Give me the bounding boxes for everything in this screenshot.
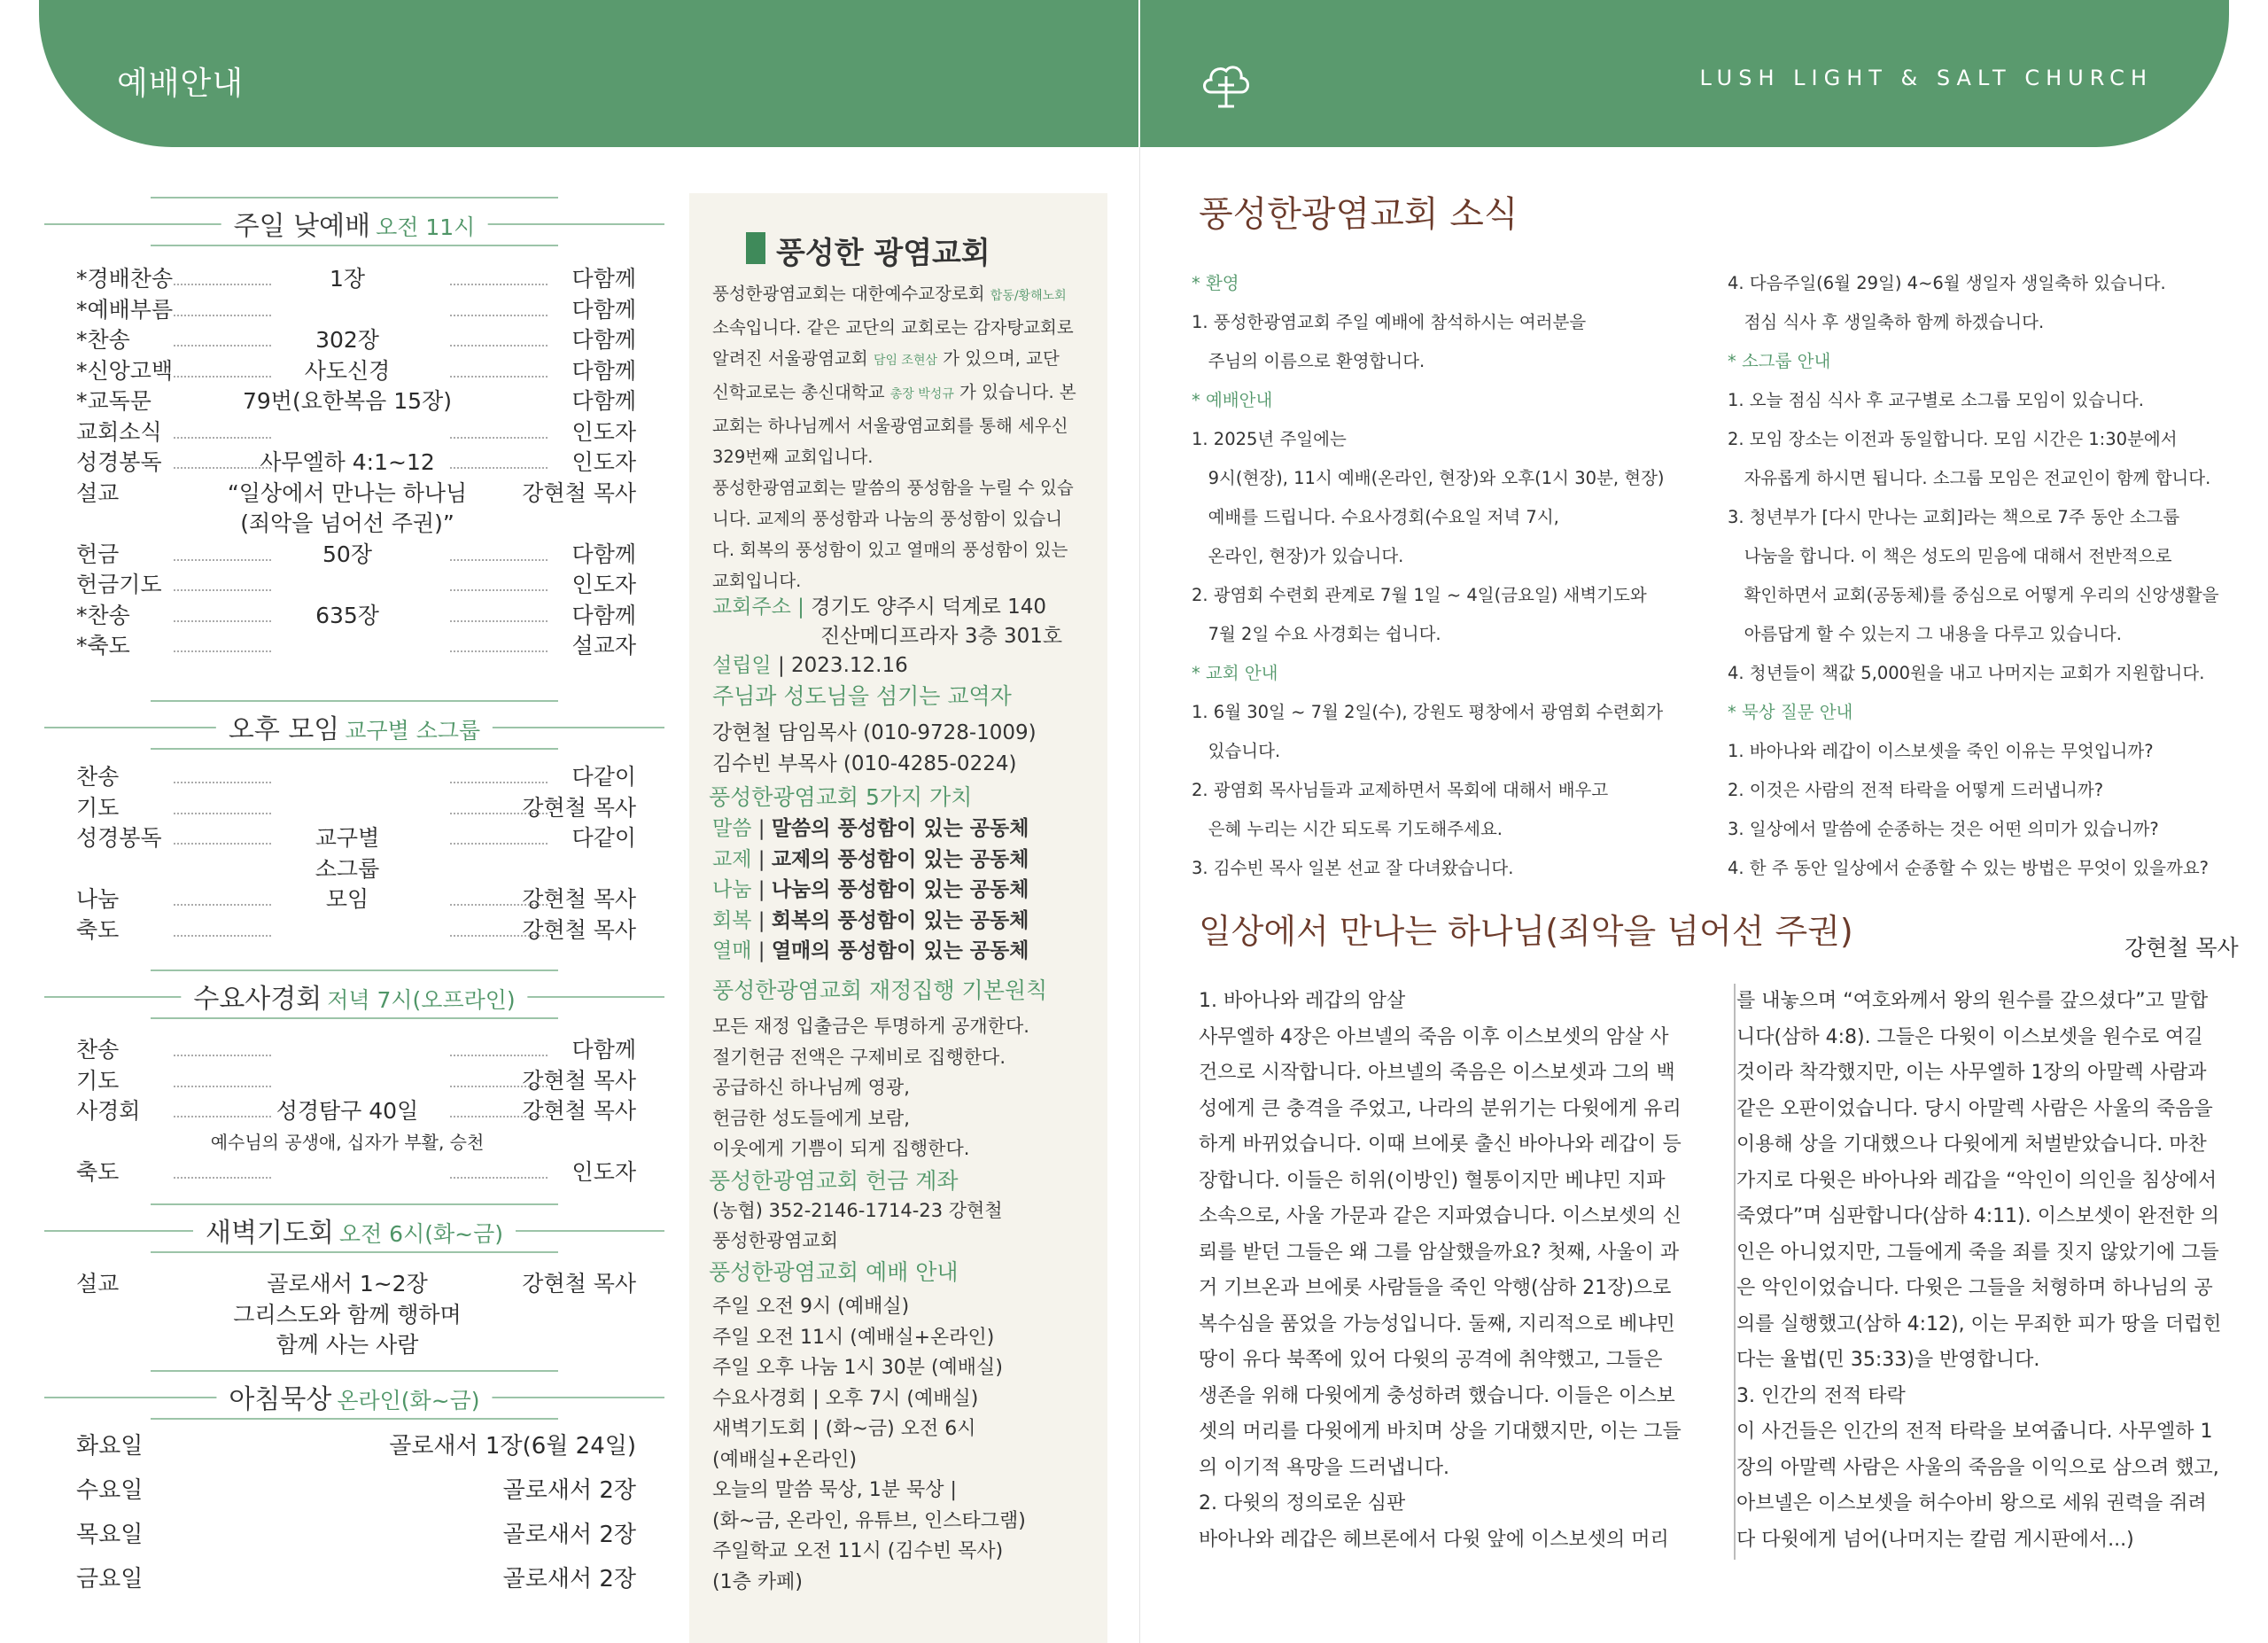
worship-item: (화~금, 온라인, 유튜브, 인스타그램) — [712, 1509, 1026, 1532]
article-line: 거 기브온과 브에롯 사람들을 죽인 악행(삼하 21장)으로 — [1199, 1277, 1672, 1299]
day-label: 화요일 — [76, 1433, 144, 1460]
row-label: *경배찬송 — [76, 266, 174, 292]
sunday-row — [76, 448, 636, 478]
row-label: *예배부름 — [76, 296, 174, 323]
value-text: 회복의 풍성함이 있는 공동체 — [771, 908, 1029, 932]
page-title: 예배안내 — [117, 66, 245, 102]
article-line: 성에게 큰 충격을 주었고, 나라의 분위기는 다윗에게 유리 — [1199, 1097, 1682, 1120]
wednesday-row — [76, 1096, 636, 1126]
afternoon-title: 오후 모임 — [228, 714, 340, 745]
dot-leader — [450, 843, 548, 845]
row-content: 교구별 — [315, 825, 380, 851]
row-leader: 다함께 — [571, 296, 636, 323]
dot-leader — [174, 650, 271, 652]
row-leader: 다함께 — [571, 327, 636, 353]
news-line: 2. 광염회 수련회 관계로 7월 1일 ~ 4일(금요일) 새벽기도와 — [1192, 585, 1647, 605]
dot-leader — [174, 782, 271, 783]
wednesday-title: 수요사경회 — [193, 984, 322, 1015]
dot-leader — [174, 345, 271, 347]
sunday-row — [76, 417, 636, 448]
article-line: 하게 바뀌었습니다. 이때 브에롯 출신 바아나와 레갑이 등 — [1199, 1133, 1682, 1156]
morning-row — [76, 1427, 636, 1466]
morning-title: 아침묵상 — [229, 1384, 332, 1415]
article-author: 강현철 목사 — [2124, 935, 2239, 961]
row-leader: 다함께 — [571, 357, 636, 384]
church-brand-name: 풍성한 광염교회 — [776, 236, 990, 271]
news-line: 확인하면서 교회(공동체)를 중심으로 어떻게 우리의 신앙생활을 — [1728, 585, 2219, 605]
news-line: 2. 모임 장소는 이전과 동일합니다. 모임 시간은 1:30분에서 — [1728, 429, 2178, 449]
church-info-panel — [689, 193, 1107, 1643]
news-line: 나눔을 합니다. 이 책은 성도의 믿음에 대해서 전반적으로 — [1728, 546, 2172, 566]
worship-item: 주일 오후 나눔 1시 30분 (예배실) — [712, 1357, 1003, 1379]
article-line: 것이라 착각했지만, 이는 사무엘하 1장의 아말렉 사람과 — [1736, 1062, 2207, 1084]
dot-leader — [174, 1086, 271, 1087]
dot-leader — [174, 904, 271, 906]
value-item: 회복 | 회복의 풍성함이 있는 공동체 — [712, 908, 1029, 932]
row-label: 기도 — [76, 794, 120, 821]
church-established: 설립일 | 2023.12.16 — [712, 654, 908, 677]
worship-item: (1층 카페) — [712, 1570, 803, 1593]
row-content: 모임 — [325, 886, 369, 912]
header-left — [39, 0, 1138, 147]
news-line: 1. 2025년 주일에는 — [1192, 429, 1347, 449]
dot-leader — [174, 315, 271, 316]
value-item: 열매 | 열매의 풍성함이 있는 공동체 — [712, 939, 1029, 962]
dot-leader — [174, 935, 271, 937]
afternoon-subtitle: 교구별 소그룹 — [345, 718, 481, 744]
article-line: 뢰를 받던 그들은 왜 그를 암살했을까요? 첫째, 사울이 과 — [1199, 1241, 1680, 1264]
dot-leader — [450, 345, 548, 347]
section-wednesday-title — [44, 969, 664, 1019]
row-content: 예수님의 공생애, 십자가 부활, 승천 — [210, 1131, 485, 1153]
article-line: 3. 인간의 전적 타락 — [1736, 1384, 1906, 1407]
dot-leader — [450, 467, 548, 469]
morning-subtitle: 온라인(화~금) — [337, 1388, 480, 1413]
sunday-row — [76, 295, 636, 325]
staff-motto: 주님과 성도님을 섬기는 교역자 — [712, 683, 1012, 709]
row-content: 골로새서 1~2장 — [267, 1271, 428, 1296]
article-col-2 — [1736, 984, 2231, 1558]
article-line: 가지로 다윗은 바아나와 레갑을 “악인이 의인을 침상에서 — [1736, 1169, 2218, 1192]
news-line: 2. 광염회 목사님들과 교제하면서 목회에 대해서 배우고 — [1192, 780, 1609, 800]
dot-leader — [450, 620, 548, 622]
row-leader: 강현철 목사 — [522, 1271, 636, 1296]
day-label: 목요일 — [76, 1522, 144, 1548]
article-line: 죽였다”며 심판합니다(삼하 4:11). 이스보셋이 완전한 의 — [1736, 1205, 2219, 1227]
page-divider — [1139, 147, 1140, 1643]
staff-associate: 김수빈 부목사 (010-4285-0224) — [712, 752, 1017, 775]
row-leader: 다함께 — [571, 602, 636, 628]
news-title: 풍성한광염교회 소식 — [1199, 194, 1518, 235]
row-leader: 다함께 — [571, 541, 636, 567]
wednesday-row — [76, 1066, 636, 1096]
row-content: 사무엘하 4:1~12 — [260, 449, 435, 475]
dot-leader — [450, 437, 548, 439]
article-line: 같은 오판이었습니다. 당시 아말렉 사람은 사울의 죽음을 — [1736, 1097, 2213, 1120]
value-item: 교제 | 교제의 풍성함이 있는 공동체 — [712, 847, 1029, 871]
article-line: 니다(삼하 4:8). 그들은 다윗이 이스보셋을 원수로 여길 — [1736, 1025, 2203, 1048]
news-line: 3. 일상에서 말씀에 순종하는 것은 어떤 의미가 있습니까? — [1728, 819, 2159, 839]
row-leader: 다함께 — [571, 1037, 636, 1063]
sunday-row — [76, 356, 636, 386]
value-text: 열매의 풍성함이 있는 공동체 — [771, 939, 1029, 962]
dot-leader — [174, 620, 271, 622]
row-content: 함께 사는 사람 — [276, 1332, 419, 1358]
row-leader: 강현철 목사 — [522, 1098, 636, 1124]
column-divider — [1734, 984, 1736, 1560]
value-item: 말씀 | 말씀의 풍성함이 있는 공동체 — [712, 817, 1029, 840]
values-title: 풍성한광염교회 5가지 가치 — [709, 784, 973, 810]
wednesday-row — [76, 1035, 636, 1065]
news-line: * 묵상 질문 안내 — [1728, 702, 1853, 722]
dot-leader — [450, 284, 548, 285]
news-line: 온라인, 현장)가 있습니다. — [1192, 546, 1404, 566]
sunday-row — [76, 570, 636, 600]
article-line: 사무엘하 4장은 아브넬의 죽음 이후 이스보셋의 암살 사 — [1199, 1025, 1669, 1048]
dot-leader — [174, 437, 271, 439]
news-line: 2. 이것은 사람의 전적 타락을 어떻게 드러냅니까? — [1728, 780, 2104, 800]
account-holder: 풍성한광염교회 — [712, 1230, 839, 1251]
church-address: 교회주소 | 경기도 양주시 덕계로 140 — [712, 596, 1047, 619]
dot-leader — [450, 650, 548, 652]
dot-leader — [450, 1086, 548, 1087]
dot-leader — [174, 467, 271, 469]
row-label: *축도 — [76, 633, 130, 658]
row-leader: 강현철 목사 — [522, 1067, 636, 1094]
news-line: 3. 청년부가 [다시 만나는 교회]라는 책으로 7주 동안 소그룹 — [1728, 507, 2180, 527]
staff-senior: 강현철 담임목사 (010-9728-1009) — [712, 721, 1037, 744]
article-line: 장합니다. 이들은 히위(이방인) 혈통이지만 베냐민 지파 — [1199, 1169, 1666, 1192]
row-leader: 강현철 목사 — [522, 479, 636, 506]
afternoon-row — [76, 823, 636, 853]
row-label: 설교 — [76, 1271, 120, 1296]
row-leader: 인도자 — [571, 1159, 636, 1185]
row-label: 나눔 — [76, 886, 120, 912]
scripture: 골로새서 2장 — [502, 1566, 636, 1592]
news-line: 아름답게 할 수 있는지 그 내용을 다루고 있습니다. — [1728, 624, 2122, 644]
article-col-1 — [1199, 984, 1693, 1558]
afternoon-row — [76, 793, 636, 823]
afternoon-row — [76, 915, 636, 946]
worship-item: 주일 오전 9시 (예배실) — [712, 1296, 910, 1318]
value-text: 교제의 풍성함이 있는 공동체 — [771, 847, 1029, 871]
news-line: 예배를 드립니다. 수요사경회(수요일 저녁 7시, — [1192, 507, 1559, 527]
dot-leader — [174, 376, 271, 378]
article-line: 땅이 유다 북쪽에 있어 다윗의 공격에 취약했고, 그들은 — [1199, 1349, 1663, 1371]
article-line: 장의 아말렉 사람은 사울의 죽음을 이익으로 삼으려 했고, — [1736, 1456, 2219, 1479]
row-leader: 다같이 — [571, 764, 636, 790]
sunday-title: 주일 낮예배 — [233, 211, 371, 242]
news-line: 1. 바아나와 레갑이 이스보셋을 죽인 이유는 무엇입니까? — [1728, 741, 2154, 761]
worship-item: 주일 오전 11시 (예배실+온라인) — [712, 1326, 995, 1349]
dot-leader — [174, 813, 271, 814]
row-label: *신앙고백 — [76, 357, 174, 384]
header-right — [1140, 0, 2229, 147]
dot-leader — [450, 589, 548, 591]
sunday-row — [76, 631, 636, 661]
dot-leader — [450, 935, 548, 937]
row-label: 성경봉독 — [76, 449, 162, 475]
scripture: 골로새서 2장 — [502, 1522, 636, 1548]
dot-leader — [174, 284, 271, 285]
article-line: 인은 아니었지만, 그들에게 죽을 죄를 짓지 않았기에 그들 — [1736, 1241, 2219, 1264]
dot-leader — [450, 1177, 548, 1179]
section-dawn-title — [44, 1203, 664, 1253]
value-key: 열매 — [712, 939, 752, 962]
row-label: 축도 — [76, 916, 120, 943]
sunday-row — [76, 601, 636, 631]
sunday-row — [76, 386, 636, 417]
news-line: 4. 다음주일(6월 29일) 4~6월 생일자 생일축하 있습니다. — [1728, 273, 2166, 293]
article-line: 이용해 상을 기대했으나 다윗에게 처벌받았습니다. 마찬 — [1736, 1133, 2207, 1156]
row-leader: 강현철 목사 — [522, 916, 636, 943]
news-line: 1. 6월 30일 ~ 7월 2일(수), 강원도 평창에서 광염회 수련회가 — [1192, 702, 1664, 722]
row-leader: 강현철 목사 — [522, 886, 636, 912]
row-content: 79번(요한복음 15장) — [243, 388, 452, 414]
worship-item: 수요사경회 | 오후 7시 (예배실) — [712, 1387, 979, 1410]
value-key: 회복 — [712, 908, 752, 932]
dot-leader — [450, 559, 548, 561]
article-line: 건으로 시작합니다. 아브넬의 죽음은 이스보셋과 그의 백 — [1199, 1062, 1675, 1084]
value-key: 교제 — [712, 847, 752, 871]
row-content: 그리스도와 함께 행하며 — [233, 1301, 462, 1328]
news-line: * 교회 안내 — [1192, 663, 1278, 683]
row-content: 소그룹 — [315, 855, 380, 882]
row-leader: 다함께 — [571, 388, 636, 414]
row-label: 교회소식 — [76, 418, 162, 445]
article-line: 의 이기적 욕망을 드러냅니다. — [1199, 1456, 1449, 1479]
section-sunday-title — [44, 197, 664, 246]
day-label: 금요일 — [76, 1566, 144, 1592]
worship-item: (예배실+온라인) — [712, 1448, 858, 1471]
row-label: 축도 — [76, 1159, 120, 1185]
finance-title: 풍성한광염교회 재정집행 기본원칙 — [712, 977, 1048, 1003]
sunday-row — [76, 264, 636, 294]
article-line: 은 악인이었습니다. 다윗은 그들을 처형하며 하나님의 공 — [1736, 1277, 2213, 1299]
article-line: 다 다윗에게 넘어(나머지는 칼럼 게시판에서...) — [1736, 1528, 2134, 1551]
row-label: 찬송 — [76, 1037, 120, 1063]
morning-row — [76, 1560, 636, 1599]
value-key: 말씀 — [712, 817, 752, 840]
worship-item: 새벽기도회 | (화~금) 오전 6시 — [712, 1418, 976, 1440]
wednesday-subtitle: 저녁 7시(오프라인) — [327, 987, 516, 1013]
row-label: 설교 — [76, 479, 120, 506]
value-key: 나눔 — [712, 878, 752, 901]
church-address-2: 진산메디프라자 3층 301호 — [820, 625, 1063, 648]
news-line: 점심 식사 후 생일축하 함께 하겠습니다. — [1728, 312, 2045, 332]
afternoon-row — [76, 884, 636, 915]
article-line: 바아나와 레갑은 헤브론에서 다윗 앞에 이스보셋의 머리 — [1199, 1528, 1669, 1551]
article-line: 다는 율법(민 35:33)을 반영합니다. — [1736, 1349, 2040, 1371]
news-line: 7월 2일 수요 사경회는 쉽니다. — [1192, 624, 1441, 644]
sunday-row — [76, 509, 636, 539]
section-afternoon-title — [44, 700, 664, 750]
dawn-title: 새벽기도회 — [206, 1218, 334, 1249]
article-line: 이 사건들은 인간의 전적 타락을 보여줍니다. 사무엘하 1 — [1736, 1421, 2213, 1443]
news-line: * 예배안내 — [1192, 390, 1273, 410]
morning-row — [76, 1515, 636, 1554]
dot-leader — [450, 813, 548, 814]
church-brand — [776, 229, 990, 272]
sunday-row — [76, 325, 636, 355]
row-leader: 강현철 목사 — [522, 794, 636, 821]
dawn-row — [76, 1269, 636, 1299]
dot-leader — [450, 904, 548, 906]
finance-item: 이웃에게 기쁨이 되게 집행한다. — [712, 1138, 970, 1159]
row-content: 사도신경 — [304, 357, 391, 384]
row-content: (죄악을 넘어선 주권)” — [240, 510, 454, 536]
afternoon-row — [76, 854, 636, 884]
row-content: 302장 — [315, 327, 379, 353]
news-line: * 환영 — [1192, 273, 1239, 293]
news-line: 1. 풍성한광염교회 주일 예배에 참석하시는 여러분을 — [1192, 312, 1587, 332]
news-line: 4. 한 주 동안 일상에서 순종할 수 있는 방법은 무엇이 있을까요? — [1728, 858, 2210, 878]
dot-leader — [174, 559, 271, 561]
news-line: 은혜 누리는 시간 되도록 기도해주세요. — [1192, 819, 1503, 839]
row-label: 찬송 — [76, 764, 120, 790]
dot-leader — [450, 782, 548, 783]
day-label: 수요일 — [76, 1477, 144, 1504]
row-leader: 인도자 — [571, 418, 636, 445]
row-leader: 다같이 — [571, 825, 636, 851]
finance-item: 공급하신 하나님께 영광, — [712, 1077, 910, 1098]
afternoon-row — [76, 762, 636, 792]
finance-item: 모든 재정 입출금은 투명하게 공개한다. — [712, 1016, 1029, 1037]
row-content: 성경탐구 40일 — [276, 1098, 419, 1124]
dot-leader — [174, 1116, 271, 1117]
dot-leader — [174, 589, 271, 591]
scripture: 골로새서 1장(6월 24일) — [389, 1433, 636, 1460]
news-line: 주님의 이름으로 환영합니다. — [1192, 351, 1425, 371]
dawn-row — [76, 1330, 636, 1360]
row-content: “일상에서 만나는 하나님 — [227, 479, 468, 506]
row-leader: 인도자 — [571, 449, 636, 475]
news-line: 3. 김수빈 목사 일본 선교 잘 다녀왔습니다. — [1192, 858, 1514, 878]
row-label: *찬송 — [76, 602, 130, 628]
news-line: * 소그룹 안내 — [1728, 351, 1831, 371]
news-line: 1. 오늘 점심 식사 후 교구별로 소그룹 모임이 있습니다. — [1728, 390, 2144, 410]
wednesday-row — [76, 1157, 636, 1187]
sunday-subtitle: 오전 11시 — [376, 214, 476, 240]
value-text: 나눔의 풍성함이 있는 공동체 — [771, 878, 1029, 901]
dot-leader — [450, 376, 548, 378]
church-intro: 풍성한광염교회는 대한예수교장로회 합동/황해노회 소속입니다. 같은 교단의 교회로는 감자탕교회로 알려진 서울광염교회 담임 조현삼 가 있으며, 교단 신학교로는 총신대학교 총장 박성규 가 있습니다. 본 교회는 하나님께서 서울광염교회를 통해 세우신 329번째 교회입니다. 풍성한광염교회는 말씀의 풍성함을 누릴 수 있습 니다. 교제의 풍성함과 나눔의 풍성함이 있습니 다. 회복의 풍성함이 있고 열매의 풍성함이 있는 교회입니다. — [712, 284, 1076, 591]
sunday-row — [76, 479, 636, 509]
dot-leader — [450, 1116, 548, 1117]
row-label: *교독문 — [76, 388, 151, 414]
sunday-row — [76, 540, 636, 570]
value-text: 말씀의 풍성함이 있는 공동체 — [771, 817, 1029, 840]
row-content: 1장 — [329, 266, 366, 292]
dot-leader — [174, 843, 271, 845]
dot-leader — [174, 1177, 271, 1179]
article-title: 일상에서 만나는 하나님(죄악을 넘어선 주권) — [1199, 912, 1853, 951]
church-logo-icon — [746, 232, 765, 264]
article-line: 를 내놓으며 “여호와께서 왕의 원수를 갚으셨다”고 말합 — [1736, 990, 2209, 1012]
worship-title: 풍성한광염교회 예배 안내 — [709, 1259, 959, 1285]
article-line: 생존을 위해 다윗에게 충성하려 했습니다. 이들은 이스보 — [1199, 1384, 1675, 1407]
row-label: 기도 — [76, 1067, 120, 1094]
article-line: 아브넬은 이스보셋을 허수아비 왕으로 세워 권력을 쥐려 — [1736, 1492, 2207, 1515]
church-name-en: LUSH LIGHT & SALT CHURCH — [1699, 66, 2153, 90]
wednesday-row — [76, 1127, 636, 1157]
value-item: 나눔 | 나눔의 풍성함이 있는 공동체 — [712, 878, 1029, 901]
row-label: 성경봉독 — [76, 825, 162, 851]
row-leader: 인도자 — [571, 572, 636, 597]
news-line: 4. 청년들이 책값 5,000원을 내고 나머지는 교회가 지원합니다. — [1728, 663, 2205, 683]
dawn-row — [76, 1300, 636, 1330]
finance-item: 헌금한 성도들에게 보람, — [712, 1107, 910, 1129]
row-label: *찬송 — [76, 327, 130, 353]
dawn-subtitle: 오전 6시(화~금) — [338, 1221, 503, 1247]
dot-leader — [450, 315, 548, 316]
row-leader: 설교자 — [571, 633, 636, 658]
article-line: 1. 바아나와 레갑의 암살 — [1199, 990, 1406, 1012]
row-label: 헌금기도 — [76, 572, 162, 597]
article-line: 복수심을 품었을 가능성입니다. 둘째, 지리적으로 베냐민 — [1199, 1312, 1675, 1335]
morning-row — [76, 1471, 636, 1510]
article-line: 2. 다윗의 정의로운 심판 — [1199, 1492, 1406, 1515]
scripture: 골로새서 2장 — [502, 1477, 636, 1504]
section-morning-title — [44, 1370, 664, 1420]
news-line: 9시(현장), 11시 예배(온라인, 현장)와 오후(1시 30분, 현장) — [1192, 468, 1665, 488]
news-line: 있습니다. — [1192, 741, 1281, 761]
dot-leader — [174, 1055, 271, 1056]
article-line: 소속으로, 사울 가문과 같은 지파였습니다. 이스보셋의 신 — [1199, 1205, 1682, 1227]
tree-cross-icon — [1199, 57, 1254, 112]
article-line: 셋의 머리를 다윗에게 바치며 상을 기대했지만, 이는 그들 — [1199, 1421, 1682, 1443]
article-line: 의를 실행했고(삼하 4:12), 이는 무죄한 피가 땅을 더럽힌 — [1736, 1312, 2222, 1335]
account-number: (농협) 352-2146-1714-23 강현철 — [712, 1200, 1003, 1221]
row-content: 635장 — [315, 602, 379, 628]
account-title: 풍성한광염교회 헌금 계좌 — [709, 1168, 959, 1194]
worship-item: 오늘의 말씀 묵상, 1분 묵상 | — [712, 1479, 957, 1501]
worship-item: 주일학교 오전 11시 (김수빈 목사) — [712, 1540, 1004, 1562]
row-label: 사경회 — [76, 1098, 141, 1124]
row-label: 헌금 — [76, 541, 120, 567]
row-content: 50장 — [322, 541, 372, 567]
dot-leader — [450, 1055, 548, 1056]
news-line: 자유롭게 하시면 됩니다. 소그룹 모임은 전교인이 함께 합니다. — [1728, 468, 2211, 488]
row-leader: 다함께 — [571, 266, 636, 292]
finance-item: 절기헌금 전액은 구제비로 집행한다. — [712, 1046, 1006, 1068]
